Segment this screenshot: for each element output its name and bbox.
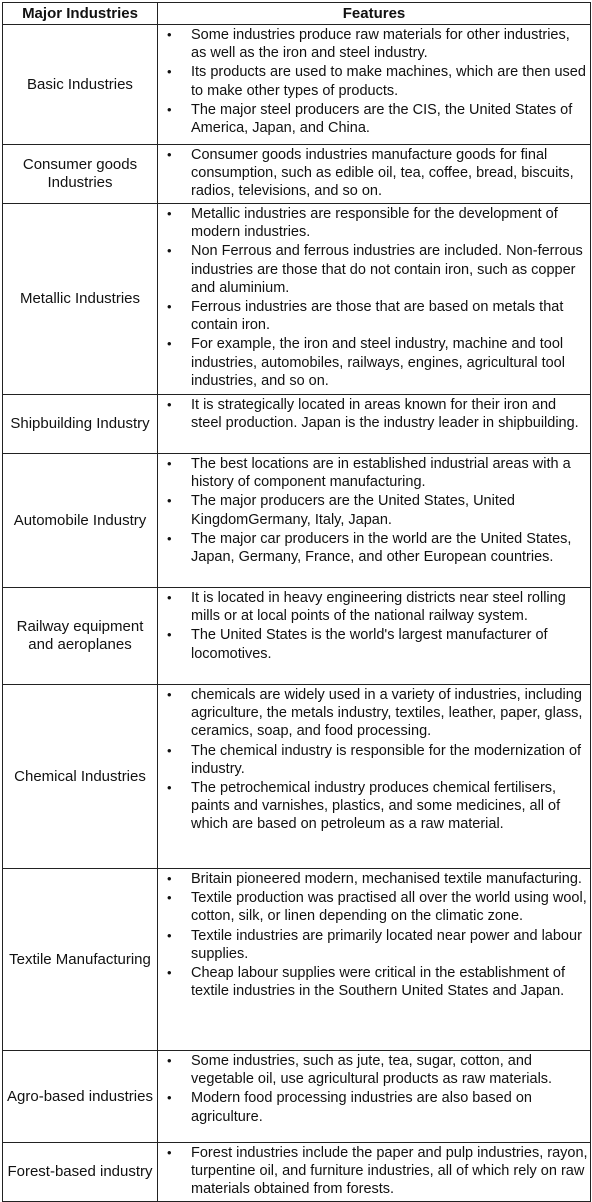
feature-item: • Its products are used to make machines, which are then used to make other types of products. — [158, 63, 590, 99]
table-row — [3, 1051, 591, 1143]
industry-name: Metallic Industries — [3, 204, 158, 395]
feature-item: • The major car producers in the world are the United States, Japan, Germany, France, and other European countries. — [158, 530, 590, 566]
header-major-industries: Major Industries — [3, 3, 158, 25]
table-body — [3, 25, 591, 1202]
feature-item: • For example, the iron and steel industry, machine and tool industries, automobiles, railways, engines, agricultural tool industries, and so on. — [158, 335, 590, 390]
feature-item: • Modern food processing industries are also based on agriculture. — [158, 1089, 590, 1125]
table-row — [3, 685, 591, 869]
table-row — [3, 204, 591, 395]
features-cell — [158, 25, 591, 145]
table-row — [3, 145, 591, 204]
features-list — [158, 1144, 590, 1199]
features-cell — [158, 145, 591, 204]
industry-name: Automobile Industry — [3, 454, 158, 588]
industry-name: Chemical Industries — [3, 685, 158, 869]
industry-name: Railway equipment and aeroplanes — [3, 588, 158, 685]
features-list — [158, 396, 590, 432]
industry-name: Consumer goods Industries — [3, 145, 158, 204]
feature-item: • It is strategically located in areas known for their iron and steel production. Japan is the industry leader in shipbuilding. — [158, 396, 590, 432]
feature-item: • The best locations are in established industrial areas with a history of component manufacturing. — [158, 455, 590, 491]
feature-item: • Textile production was practised all over the world using wool, cotton, silk, or linen depending on the climatic zone. — [158, 889, 590, 925]
table-row — [3, 1143, 591, 1202]
features-cell — [158, 395, 591, 454]
feature-item: • It is located in heavy engineering districts near steel rolling mills or at local points of the national railway system. — [158, 589, 590, 625]
industry-name: Shipbuilding Industry — [3, 395, 158, 454]
feature-item: • Non Ferrous and ferrous industries are included. Non-ferrous industries are those that do not contain iron, such as copper and aluminium. — [158, 242, 590, 297]
feature-item: • The United States is the world's largest manufacturer of locomotives. — [158, 626, 590, 662]
features-cell — [158, 1143, 591, 1202]
features-cell — [158, 204, 591, 395]
table-row — [3, 25, 591, 145]
features-list — [158, 589, 590, 663]
feature-item: • The major producers are the United States, United KingdomGermany, Italy, Japan. — [158, 492, 590, 528]
features-cell — [158, 588, 591, 685]
features-cell — [158, 1051, 591, 1143]
feature-item: • Textile industries are primarily located near power and labour supplies. — [158, 927, 590, 963]
table-row — [3, 454, 591, 588]
feature-item: • Metallic industries are responsible for the development of modern industries. — [158, 205, 590, 241]
feature-item: • Some industries, such as jute, tea, sugar, cotton, and vegetable oil, use agricultural products as raw materials. — [158, 1052, 590, 1088]
feature-item: • Cheap labour supplies were critical in the establishment of textile industries in the Southern United States and Japan. — [158, 964, 590, 1000]
feature-item: • The chemical industry is responsible for the modernization of industry. — [158, 742, 590, 778]
feature-item: • Ferrous industries are those that are based on metals that contain iron. — [158, 298, 590, 334]
features-cell — [158, 685, 591, 869]
features-list — [158, 26, 590, 137]
features-list — [158, 1052, 590, 1126]
table-row — [3, 588, 591, 685]
features-cell — [158, 454, 591, 588]
header-row — [3, 3, 591, 25]
industry-name: Agro-based industries — [3, 1051, 158, 1143]
features-list — [158, 205, 590, 390]
features-list — [158, 686, 590, 834]
feature-item: • Consumer goods industries manufacture goods for final consumption, such as edible oil, tea, coffee, bread, biscuits, radios, televisions, and so on. — [158, 146, 590, 201]
features-list — [158, 146, 590, 201]
feature-item: • The major steel producers are the CIS, the United States of America, Japan, and China. — [158, 101, 590, 137]
feature-item: • Forest industries include the paper and pulp industries, rayon, turpentine oil, and furniture industries, all of which rely on raw materials obtained from forests. — [158, 1144, 590, 1199]
industry-name: Forest-based industry — [3, 1143, 158, 1202]
feature-item: • The petrochemical industry produces chemical fertilisers, paints and varnishes, plastics, and some medicines, all of which are based on petroleum as a raw material. — [158, 779, 590, 834]
table-row — [3, 869, 591, 1051]
features-list — [158, 455, 590, 566]
features-cell — [158, 869, 591, 1051]
industry-name: Basic Industries — [3, 25, 158, 145]
industry-name: Textile Manufacturing — [3, 869, 158, 1051]
feature-item: • chemicals are widely used in a variety of industries, including agriculture, the metals industry, textiles, leather, paper, glass, ceramics, soap, and food processing. — [158, 686, 590, 741]
feature-item: • Some industries produce raw materials for other industries, as well as the iron and steel industry. — [158, 26, 590, 62]
feature-item: • Britain pioneered modern, mechanised textile manufacturing. — [158, 870, 590, 888]
features-list — [158, 870, 590, 1000]
table-row — [3, 395, 591, 454]
header-features: Features — [158, 3, 591, 25]
industries-table — [2, 2, 591, 1202]
